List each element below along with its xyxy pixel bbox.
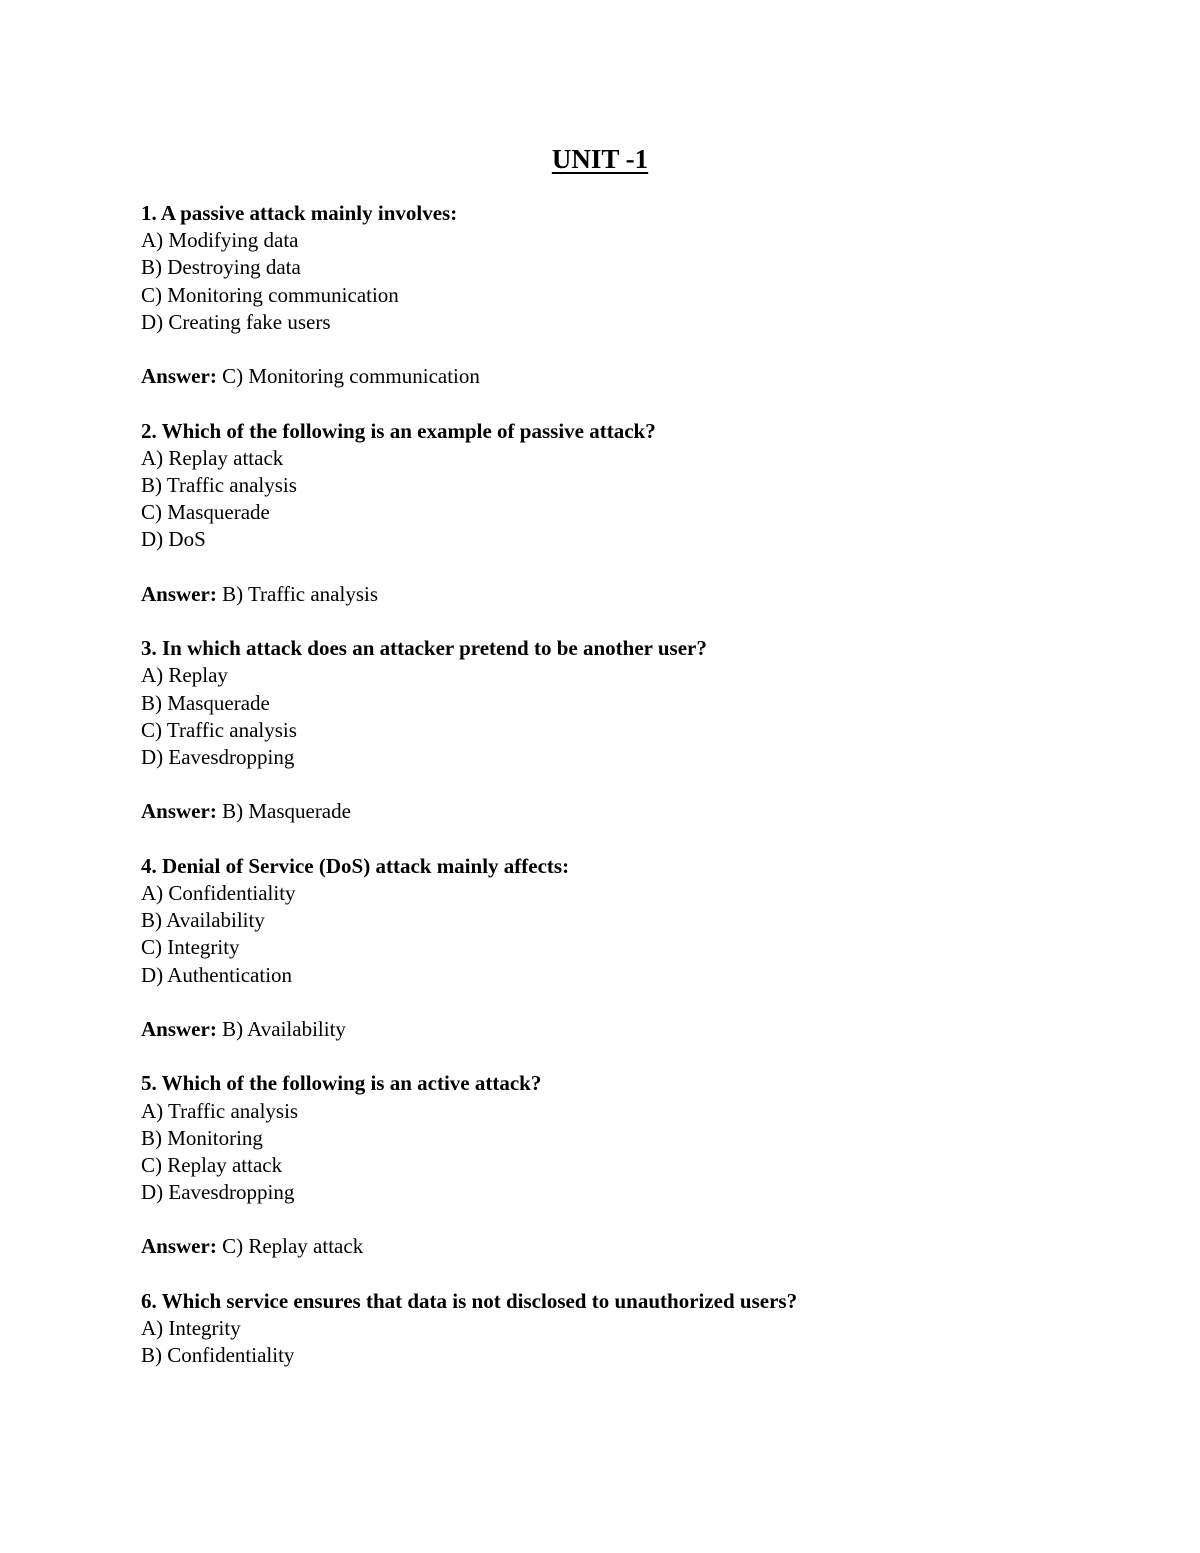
option-d: D) Eavesdropping [141, 1180, 295, 1205]
question-text: 4. Denial of Service (DoS) attack mainly affects: [141, 853, 570, 878]
question-text: 3. In which attack does an attacker pretend to be another user? [141, 636, 707, 661]
answer-value: B) Traffic analysis [222, 581, 379, 606]
question-text: 5. Which of the following is an active attack? [141, 1071, 542, 1096]
question-text: 6. Which service ensures that data is not disclosed to unauthorized users? [141, 1289, 798, 1314]
answer-line [141, 363, 1141, 390]
option-a: A) Integrity [141, 1316, 241, 1341]
answer-value: B) Availability [222, 1016, 346, 1041]
option-c: C) Traffic analysis [141, 717, 297, 742]
option-b: B) Masquerade [141, 690, 270, 715]
question-block-5 [141, 1070, 1141, 1260]
option-d: D) Authentication [141, 962, 293, 987]
option-c: C) Masquerade [141, 500, 270, 525]
page-title-text: UNIT -1 [551, 144, 649, 174]
option-d: D) DoS [141, 527, 206, 552]
option-b: B) Destroying data [141, 255, 301, 280]
option-a: A) Replay attack [141, 445, 284, 470]
answer-label: Answer: [141, 1016, 217, 1041]
answer-line [141, 581, 1141, 608]
answer-value: B) Masquerade [222, 799, 351, 824]
answer-value: C) Monitoring communication [222, 364, 480, 389]
answer-label: Answer: [141, 581, 217, 606]
answer-label: Answer: [141, 364, 217, 389]
option-a: A) Modifying data [141, 228, 299, 253]
option-a: A) Replay [141, 663, 228, 688]
option-d: D) Creating fake users [141, 309, 331, 334]
option-c: C) Replay attack [141, 1153, 283, 1178]
option-b: B) Traffic analysis [141, 473, 297, 498]
answer-label: Answer: [141, 799, 217, 824]
option-d: D) Eavesdropping [141, 745, 295, 770]
option-a: A) Confidentiality [141, 881, 296, 906]
answer-value: C) Replay attack [222, 1234, 364, 1259]
answer-line [141, 1016, 1141, 1043]
option-c: C) Integrity [141, 935, 240, 960]
question-block-1 [141, 200, 1141, 390]
answer-label: Answer: [141, 1234, 217, 1259]
question-block-3 [141, 635, 1141, 825]
question-block-6 [141, 1288, 1141, 1370]
answer-line [141, 1233, 1141, 1260]
option-b: B) Availability [141, 908, 265, 933]
option-a: A) Traffic analysis [141, 1098, 299, 1123]
question-text: 2. Which of the following is an example of passive attack? [141, 418, 656, 443]
option-c: C) Monitoring communication [141, 282, 399, 307]
question-text: 1. A passive attack mainly involves: [141, 201, 458, 225]
option-b: B) Monitoring [141, 1125, 263, 1150]
option-b: B) Confidentiality [141, 1343, 295, 1368]
answer-line [141, 798, 1141, 825]
question-block-2 [141, 418, 1141, 608]
page-title [0, 142, 1200, 176]
question-block-4 [141, 853, 1141, 1043]
question-list [141, 200, 1141, 1397]
